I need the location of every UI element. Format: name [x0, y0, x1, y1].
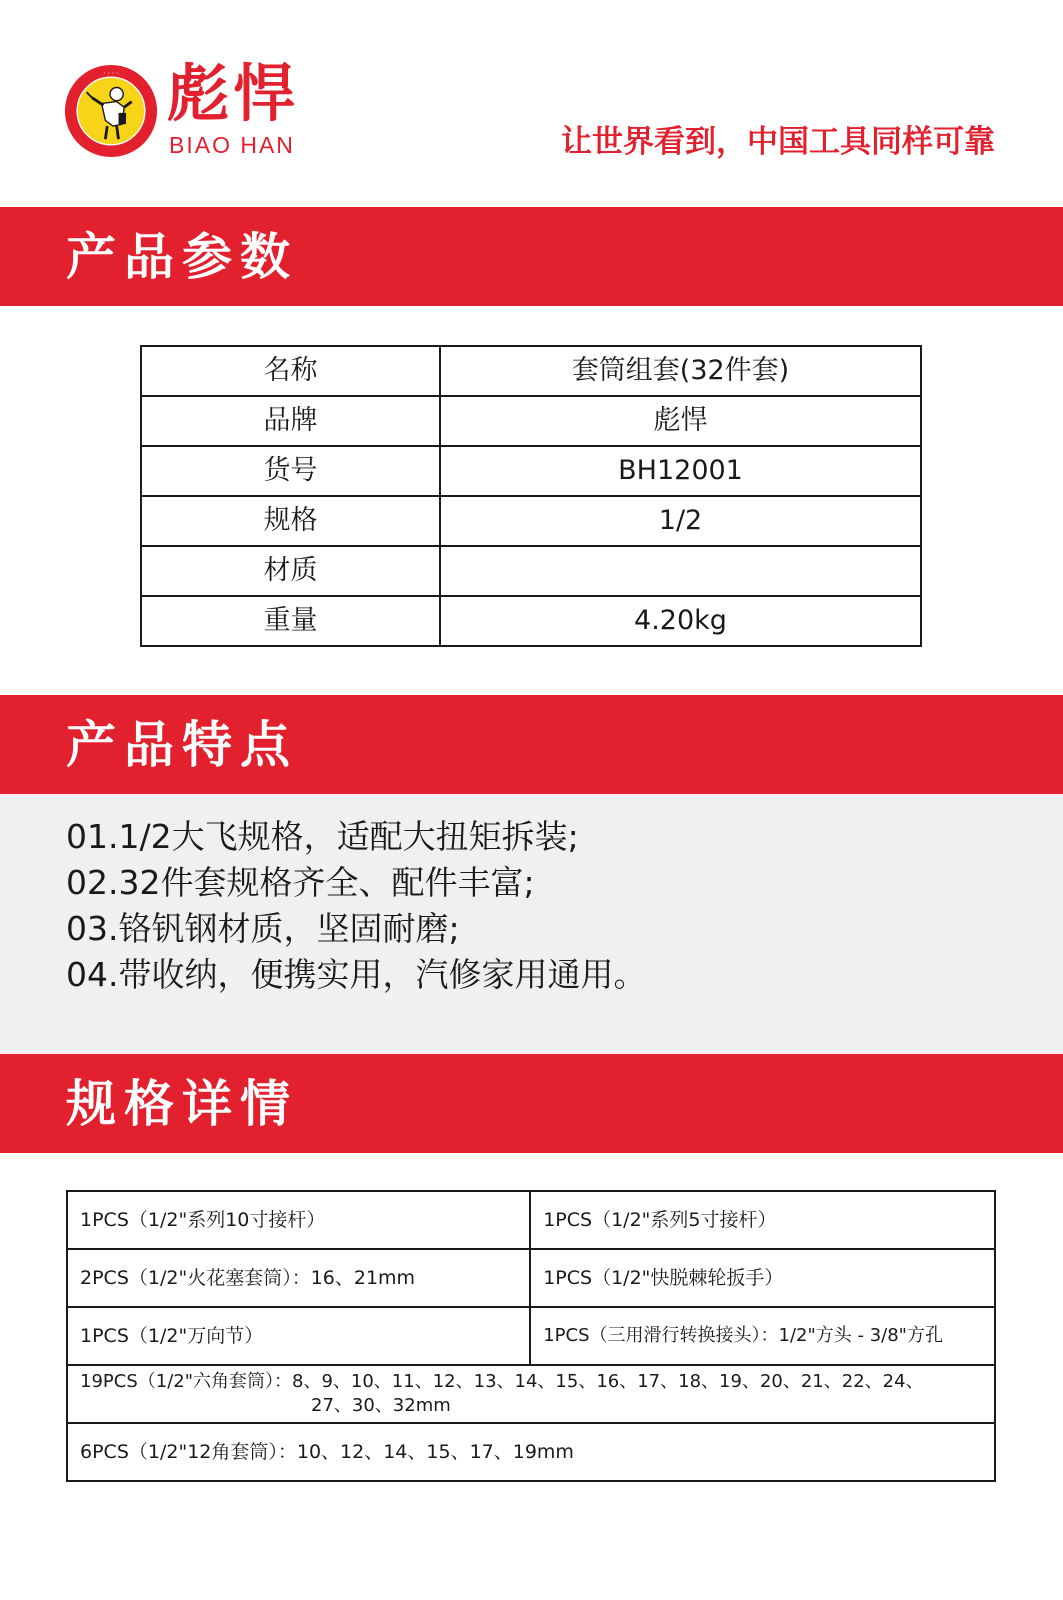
brand-header: [0, 0, 1063, 207]
table-row: [67, 1307, 995, 1365]
param-value: 4.20kg: [440, 596, 921, 646]
spec-cell-wide: [67, 1365, 995, 1423]
brand-name-cn: 彪悍: [167, 57, 300, 130]
svg-text:· · · ·: · · · ·: [103, 69, 119, 78]
spec-cell: 1PCS（三用滑行转换接头）：1/2"方头 - 3/8"方孔: [530, 1307, 995, 1365]
features-title: 产品特点: [66, 716, 298, 774]
table-row: [141, 396, 921, 446]
param-value: [440, 546, 921, 596]
param-key: 规格: [141, 496, 440, 546]
list-item: 04.带收纳，便携实用，汽修家用通用。: [66, 955, 647, 994]
param-value: 套筒组套(32件套): [440, 346, 921, 396]
spec-cell-wide: 6PCS（1/2"12角套筒）：10、12、14、15、17、19mm: [67, 1423, 995, 1481]
table-row: [67, 1249, 995, 1307]
table-row: [67, 1365, 995, 1423]
specs-title: 规格详情: [66, 1075, 298, 1133]
features-panel: [0, 794, 1063, 1054]
table-row: [67, 1423, 995, 1481]
list-item: 01.1/2大飞规格，适配大扭矩拆装;: [66, 817, 579, 856]
params-table: [140, 345, 922, 647]
table-row: [141, 446, 921, 496]
spec-cell: 1PCS（1/2"系列10寸接杆）: [67, 1191, 530, 1249]
param-value: 彪悍: [440, 396, 921, 446]
spec-cell: 1PCS（1/2"系列5寸接杆）: [530, 1191, 995, 1249]
spec-line: 19PCS（1/2"六角套筒）：8、9、10、11、12、13、14、15、16、17、18、19、20、21、22、24、: [80, 1371, 924, 1392]
feature-list: [66, 814, 646, 998]
table-row: [141, 546, 921, 596]
brand-name-en: BIAO HAN: [169, 132, 295, 158]
specs-table: [66, 1190, 996, 1482]
specs-banner: [0, 1054, 1063, 1153]
table-row: [141, 496, 921, 546]
strongman-badge-icon: [64, 64, 158, 158]
table-row: [141, 596, 921, 646]
param-key: 材质: [141, 546, 440, 596]
params-banner: [0, 207, 1063, 306]
spec-line: 27、30、32mm: [311, 1395, 451, 1416]
param-key: 重量: [141, 596, 440, 646]
param-key: 品牌: [141, 396, 440, 446]
table-row: [67, 1191, 995, 1249]
brand-slogan: 让世界看到，中国工具同样可靠: [561, 124, 995, 160]
params-title: 产品参数: [66, 228, 298, 286]
features-banner: [0, 695, 1063, 794]
param-key: 名称: [141, 346, 440, 396]
table-row: [141, 346, 921, 396]
spec-cell: 1PCS（1/2"万向节）: [67, 1307, 530, 1365]
param-key: 货号: [141, 446, 440, 496]
param-value: BH12001: [440, 446, 921, 496]
spec-cell: 1PCS（1/2"快脱棘轮扳手）: [530, 1249, 995, 1307]
list-item: 02.32件套规格齐全、配件丰富;: [66, 863, 535, 902]
param-value: 1/2: [440, 496, 921, 546]
spec-cell: 2PCS（1/2"火花塞套筒）：16、21mm: [67, 1249, 530, 1307]
list-item: 03.铬钒钢材质，坚固耐磨;: [66, 909, 460, 948]
